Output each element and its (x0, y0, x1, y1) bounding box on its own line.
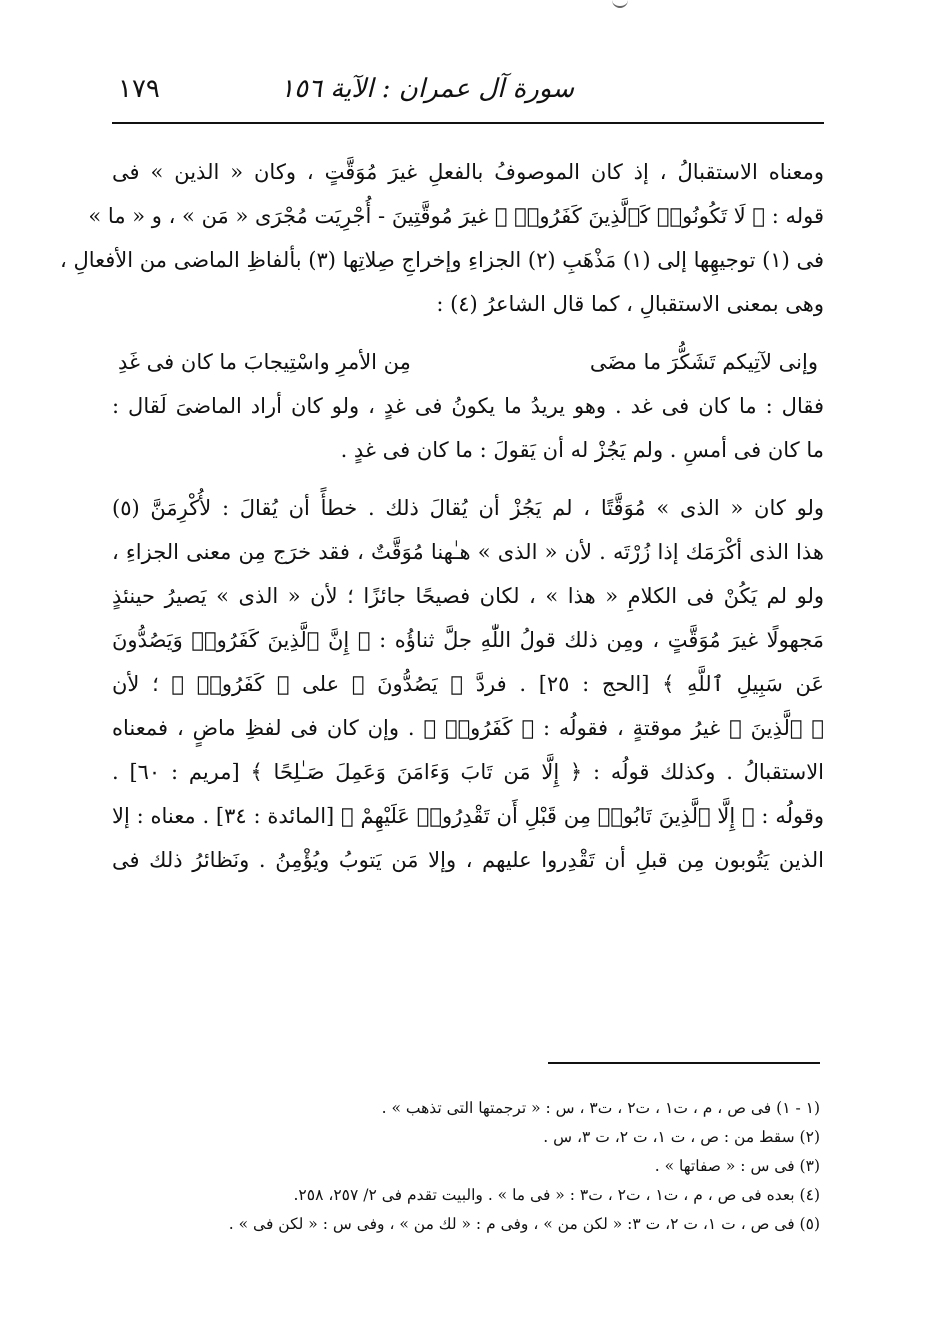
footnotes (140, 1094, 820, 1239)
verse-left-hemistich: مِن الأمرِ واسْتِيجابَ ما كان فى غَدِ (118, 350, 411, 374)
text-line-15: الذين يَتُوبون مِن قبلِ أن تَقْدِروا عليهم ، وإلا مَن يَتوبُ ويُؤْمِنُ . ونَظائرُ ذلك فى (112, 848, 824, 872)
poetry-verse (112, 340, 824, 384)
text-line-12: ﴿ ٱلَّذِينَ ﴾ غيرُ موقتةٍ ، فقولُه : ﴿ كَفَرُوا۟ ﴾ . وإن كان فى لفظِ ماضٍ ، فمعناه (112, 716, 824, 740)
top-edge-mark (612, 0, 628, 8)
text-line-8: هذا الذى أكْرَمَك إذا زُرْتَه . لأن « الذى » هـٰهنا مُوَقَّتٌ ، فقد خرَج مِن معنى الجزاءِ ، (112, 540, 824, 564)
text-line-6: ما كان فى أمسِ . ولم يَجُزْ له أن يَقولَ : ما كان فى غدٍ . (340, 438, 824, 462)
footnote-4: (٤) بعده فى ص ، م ، ت١ ، ت٢ ، ت٣ : « فى ما » . والبيت تقدم فى ٢/ ٢٥٧، ٢٥٨. (293, 1186, 820, 1204)
footnote-rule (548, 1062, 820, 1064)
text-line-3: فى (١) توجيهِها إلى (١) مَذْهَبِ (٢) الجزاءِ وإخراجِ صِلاتِها (٣) بألفاظِ الماضى من الأفعالِ ، (60, 248, 824, 272)
text-line-1: ومعناه الاستقبالُ ، إذ كان الموصوفُ بالفعلِ غيرَ مُوَقَّتٍ ، وكان « الذين » فى (112, 160, 824, 184)
text-line-9: ولو لم يَكُنْ فى الكلامِ « هذا » ، لكان فصيحًا جائزًا ؛ لأن « الذى » يَصيرُ حينئذٍ (112, 584, 824, 608)
text-line-10: مَجهولًا غيرَ مُوَقَّتٍ ، ومِن ذلك قولُ اللّٰهِ جلَّ ثناؤُه : ﴿ إِنَّ ٱلَّذِينَ كَفَرُوا۟ وَيَصُدُّونَ (112, 628, 824, 652)
footnote-5: (٥) فى ص ، ت ١، ت ٢، ت ٣: « لكن من » ، وفى م : « لك من » ، وفى س : « لكن فى » . (228, 1215, 820, 1233)
running-title: سورة آل عمران : الآية ١٥٦ (280, 74, 574, 104)
page-header (112, 66, 824, 116)
header-rule (112, 122, 824, 124)
main-text (60, 150, 825, 882)
text-line-11: عَن سَبِيلِ ٱللَّهِ ﴾ [الحج : ٢٥] . فردَّ ﴿ يَصُدُّونَ ﴾ على ﴿ كَفَرُوا۟ ﴾ ؛ لأن (112, 672, 824, 696)
footnote-3: (٣) فى س : « صفاتها » . (654, 1157, 820, 1175)
text-line-13: الاستقبالُ . وكذلك قولُه : ﴿ إِلَّا مَن تَابَ وَءَامَنَ وَعَمِلَ صَـٰلِحًا ﴾ [مريم : ٦٠] . (112, 760, 825, 784)
page-number: ١٧٩ (118, 74, 160, 104)
text-line-7: ولو كان « الذى » مُوَقَّتًا ، لم يَجُزْ أن يُقالَ ذلك . خطأً أن يُقالَ : لأُكْرِمَنَّ (٥) (112, 496, 824, 520)
footnote-2: (٢) سقط من : ص ، ت ١، ت ٢، ت ٣، س . (543, 1128, 820, 1146)
text-line-14: وقولُه : ﴿ إِلَّا ٱلَّذِينَ تَابُوا۟ مِن قَبْلِ أَن تَقْدِرُوا۟ عَلَيْهِمْ ﴾ [المائدة : ٣٤] . معناه : إلا (112, 804, 825, 828)
text-line-5: فقال : ما كان فى غد . وهو يريدُ ما يكونُ فى غدٍ ، ولو كان أراد الماضىَ لَقال : (112, 394, 824, 418)
verse-right-hemistich: وإنى لآتِيكم تَشَكُّرَ ما مضَى (589, 350, 818, 374)
footnote-1: (١ - ١) فى ص ، م ، ت١ ، ت٢ ، ت٣ ، س : « ترجمتها التى تذهب » . (381, 1099, 820, 1117)
text-line-4: وهى بمعنى الاستقبالِ ، كما قال الشاعرُ (٤) : (436, 292, 824, 316)
text-line-2: قوله : ﴿ لَا تَكُونُوا۟ كَٱلَّذِينَ كَفَرُوا۟ ﴾ غيرَ مُوقَّتِينَ - أُجْرِيَت مُجْرَى « مَن » ، و « ما » (88, 204, 824, 228)
